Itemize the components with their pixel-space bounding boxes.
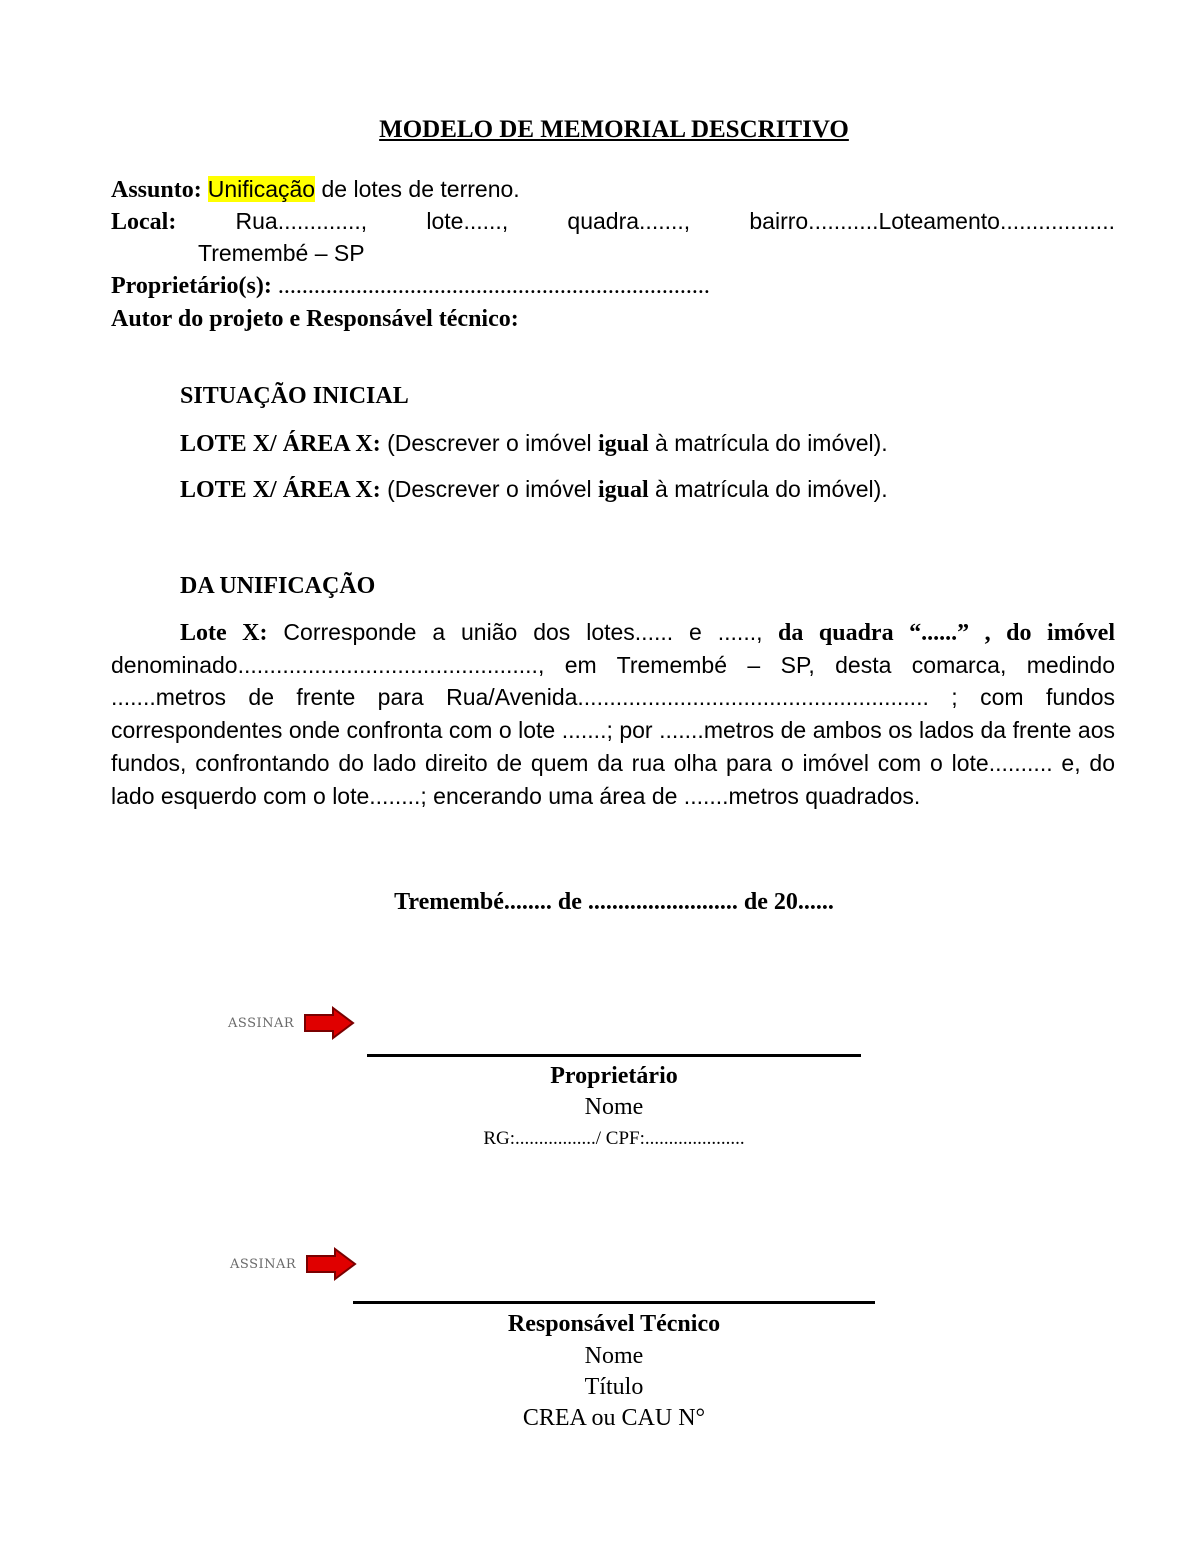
proprietarios-label: Proprietário(s): — [111, 273, 272, 299]
situacao-text-end: à matrícula do imóvel). — [648, 430, 888, 456]
unificacao-text-3: denominado..............................................., em Tremembé – SP, — [111, 651, 815, 678]
local-rua: Rua............., — [235, 208, 368, 234]
local-label: Local: — [111, 209, 177, 235]
red-arrow-icon — [305, 1247, 357, 1281]
unificacao-heading: DA UNIFICAÇÃO — [180, 573, 376, 599]
local-quadra: quadra......., — [567, 208, 691, 234]
situacao-text-end: à matrícula do imóvel). — [648, 476, 888, 502]
document-title: MODELO DE MEMORIAL DESCRITIVO — [379, 116, 849, 143]
situacao-item — [180, 474, 888, 506]
sign-label: ASSINAR — [228, 1016, 295, 1031]
unificacao-text-4: desta comarca, medindo .......metros de frente para Rua/Avenida....................................................... ; com fundos correspondentes onde confronta com o lote .......; por .......metros de ambos os lados da frente aos fundos, confrontando do lado direito de quem da rua olha para o imóvel com o lote.......... e, do lado esquerdo com o lote........; encerando uma área de .......metros quadrados. — [111, 651, 1115, 809]
signature-line — [367, 1054, 861, 1057]
unificacao-paragraph — [111, 617, 1115, 813]
tech-title: Título — [584, 1374, 644, 1400]
local-line — [111, 206, 1115, 238]
date-line: Tremembé........ de ......................... de 20...... — [394, 889, 834, 915]
proprietarios-value: ........................................................................ — [271, 273, 710, 299]
local-bairro: bairro...........Loteamento.................. — [749, 208, 1115, 234]
lote-area-label: LOTE X/ ÁREA X: — [180, 477, 381, 503]
tech-role: Responsável Técnico — [507, 1311, 721, 1337]
assunto-line — [111, 174, 520, 206]
assunto-highlight: Unificação — [207, 176, 316, 202]
situacao-text: (Descrever o imóvel — [380, 430, 598, 456]
tech-name: Nome — [584, 1343, 644, 1369]
lote-label: Lote X: — [180, 620, 268, 646]
proprietarios-line — [111, 270, 710, 302]
local-lote: lote......, — [426, 208, 509, 234]
assunto-label: Assunto: — [111, 177, 202, 203]
lote-area-label: LOTE X/ ÁREA X: — [180, 431, 381, 457]
situacao-emphasis: igual — [597, 477, 649, 503]
autor-label: Autor do projeto e Responsável técnico: — [111, 306, 519, 332]
situacao-text: (Descrever o imóvel — [380, 476, 598, 502]
situacao-heading: SITUAÇÃO INICIAL — [180, 383, 409, 409]
owner-role: Proprietário — [550, 1063, 678, 1089]
signature-line — [353, 1301, 875, 1304]
owner-name: Nome — [584, 1094, 644, 1120]
situacao-item — [180, 428, 888, 460]
tech-registry: CREA ou CAU N° — [522, 1405, 706, 1431]
situacao-emphasis: igual — [597, 431, 649, 457]
unificacao-text-1: Corresponde a união dos lotes...... e ......, — [267, 619, 763, 645]
unificacao-text-2: da quadra “......” , do imóvel — [762, 620, 1116, 646]
owner-ids: RG:................./ CPF:..................... — [483, 1128, 745, 1149]
red-arrow-icon — [303, 1006, 355, 1040]
assunto-text: de lotes de terreno. — [315, 176, 520, 202]
sign-label: ASSINAR — [230, 1257, 297, 1272]
local-city: Tremembé – SP — [198, 240, 365, 266]
